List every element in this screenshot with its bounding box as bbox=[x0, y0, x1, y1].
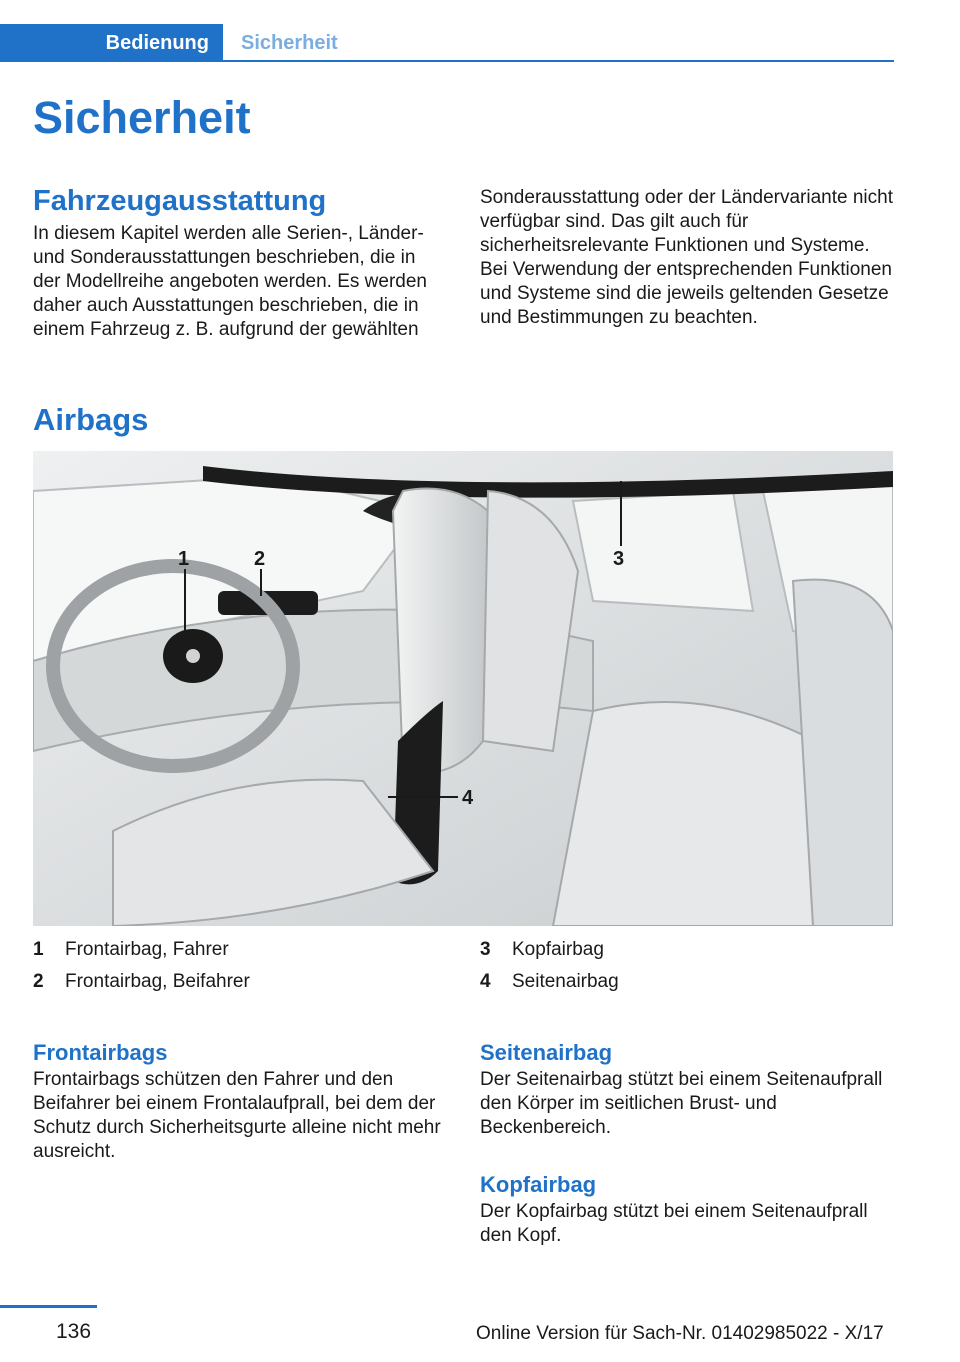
frontairbags-text: Frontairbags schützen den Fahrer und den Beifahrer bei einem Frontalaufprall, bei dem der Schutz durch Sicherheitsgurte alleine nicht mehr ausreicht. bbox=[33, 1069, 441, 1162]
legend-num: 3 bbox=[480, 939, 491, 960]
legend-num: 1 bbox=[33, 939, 44, 960]
kopfairbag-text: Der Kopfairbag stützt bei einem Seitenaufprall den Kopf. bbox=[480, 1201, 868, 1246]
legend-item bbox=[33, 934, 448, 966]
car-interior-illustration bbox=[33, 451, 893, 926]
legend-item bbox=[480, 966, 895, 998]
legend-col2 bbox=[480, 934, 895, 998]
legend-label: Kopfairbag bbox=[512, 939, 604, 960]
legend-num: 2 bbox=[33, 971, 44, 992]
callout-1: 1 bbox=[178, 548, 190, 570]
header-divider bbox=[0, 60, 894, 62]
kopfairbag-heading: Kopfairbag bbox=[480, 1172, 597, 1197]
tab-bedienung[interactable]: Bedienung bbox=[0, 24, 223, 62]
fahrzeugausstattung-text-1: In diesem Kapitel werden alle Serien-, Länder- und Sonderausstattungen beschrieben, die in der Modellreihe angeboten werden. Es werden daher auch Ausstattungen beschrieben, die in einem Fahrzeug z. B. aufgrund der gewählten bbox=[33, 223, 427, 340]
online-version: Online Version für Sach-Nr. 01402985022 - X/17 bbox=[476, 1323, 884, 1344]
fahrzeugausstattung-text-2: Sonderausstattung oder der Ländervariante nicht verfügbar sind. Das gilt auch für sicherheitsrelevante Funktionen und Systeme. Bei Verwendung der entsprechenden Funktionen und Systeme sind die jeweils geltenden Gesetze und Bestimmungen zu beachten. bbox=[480, 187, 893, 328]
seitenairbag-text: Der Seitenairbag stützt bei einem Seitenaufprall den Körper im seitlichen Brust- und Beckenbereich. bbox=[480, 1069, 883, 1138]
frontairbags-section bbox=[33, 1040, 448, 1164]
legend-item bbox=[33, 966, 448, 998]
tab-sicherheit[interactable]: Sicherheit bbox=[241, 31, 338, 54]
footer-divider bbox=[0, 1305, 97, 1308]
page-title: Sicherheit bbox=[33, 92, 251, 143]
kopfairbag-section bbox=[480, 1172, 895, 1248]
seitenairbag-section bbox=[480, 1040, 895, 1140]
legend-label: Frontairbag, Beifahrer bbox=[65, 971, 250, 992]
legend-item bbox=[480, 934, 895, 966]
frontairbags-heading: Frontairbags bbox=[33, 1040, 168, 1065]
callout-4: 4 bbox=[462, 787, 474, 809]
page-number: 136 bbox=[56, 1320, 92, 1343]
callout-3: 3 bbox=[613, 548, 625, 570]
airbags-heading: Airbags bbox=[33, 402, 149, 437]
legend-num: 4 bbox=[480, 971, 491, 992]
fahrzeugausstattung-col1 bbox=[33, 184, 448, 342]
legend-col1 bbox=[33, 934, 448, 998]
header-tabs bbox=[0, 24, 894, 64]
legend-label: Seitenairbag bbox=[512, 971, 619, 992]
fahrzeugausstattung-col2 bbox=[480, 186, 895, 330]
callout-2: 2 bbox=[254, 548, 266, 570]
fahrzeugausstattung-heading: Fahrzeugausstattung bbox=[33, 185, 327, 217]
airbag-figure bbox=[33, 451, 893, 926]
legend-label: Frontairbag, Fahrer bbox=[65, 939, 229, 960]
seitenairbag-heading: Seitenairbag bbox=[480, 1040, 613, 1065]
